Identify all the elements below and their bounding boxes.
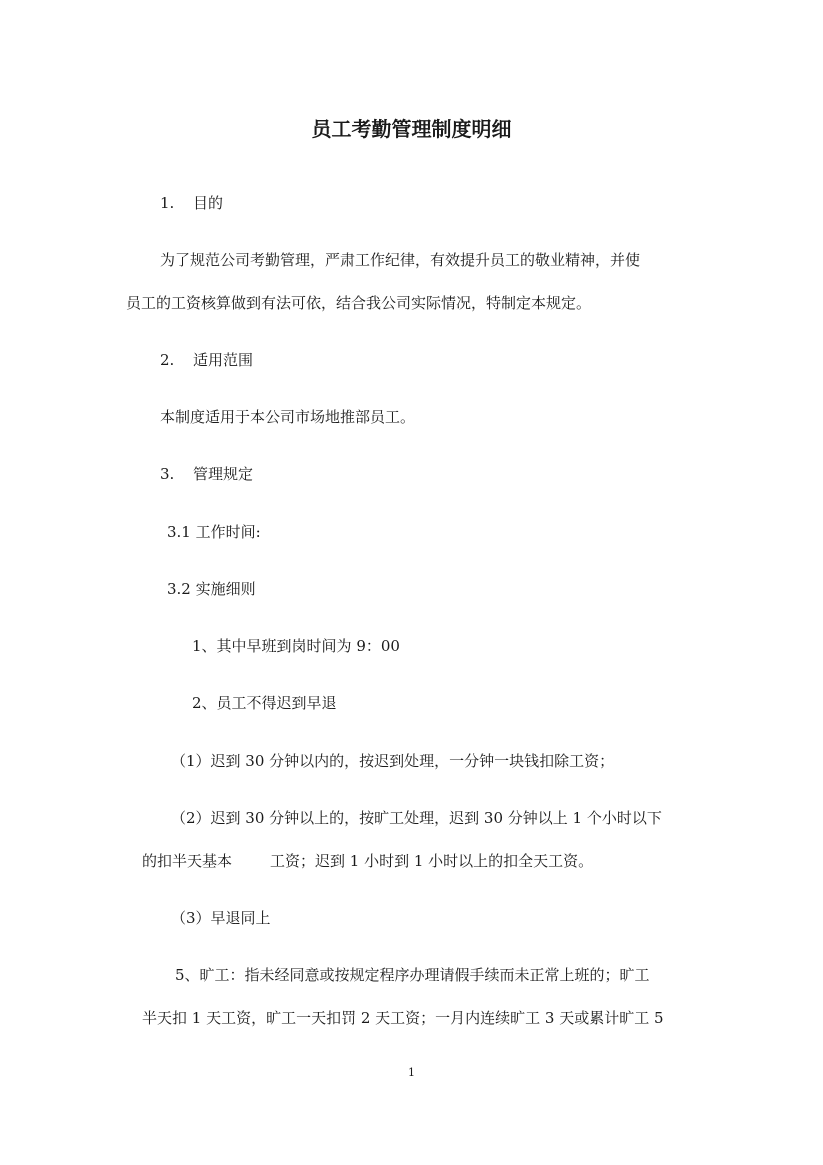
rule-no-late-early: 2、员工不得迟到早退 <box>192 694 337 712</box>
rule-absence-line-2: 半天扣 1 天工资，旷工一天扣罚 2 天工资；一月内连续旷工 3 天或累计旷工 5 <box>142 1009 664 1027</box>
rule-late-over-30-line-1: （2）迟到 30 分钟以上的，按旷工处理，迟到 30 分钟以上 1 个小时以下 <box>171 809 662 827</box>
purpose-paragraph-line-1: 为了规范公司考勤管理，严肃工作纪律，有效提升员工的敬业精神，并使 <box>160 251 641 269</box>
section-number: 3. <box>160 465 175 483</box>
document-title: 员工考勤管理制度明细 <box>311 117 512 141</box>
purpose-paragraph-line-2: 员工的工资核算做到有法可依，结合我公司实际情况，特制定本规定。 <box>126 294 592 312</box>
section-title: 适用范围 <box>193 351 254 369</box>
rule-early-leave: （3）早退同上 <box>171 909 271 927</box>
rule-late-over-30-line-2 <box>142 851 593 871</box>
section-heading-purpose <box>160 193 223 213</box>
subsection-work-hours: 3.1 工作时间: <box>167 523 261 541</box>
section-number: 1. <box>160 194 175 212</box>
text-segment: 工资；迟到 1 小时到 1 小时以上的扣全天工资。 <box>270 852 594 870</box>
scope-paragraph: 本制度适用于本公司市场地推部员工。 <box>160 408 416 426</box>
page-number: 1 <box>408 1066 415 1079</box>
section-title: 目的 <box>193 194 224 212</box>
rule-late-under-30: （1）迟到 30 分钟以内的，按迟到处理，一分钟一块钱扣除工资； <box>171 752 615 770</box>
section-heading-scope <box>160 350 253 370</box>
rule-shift-start: 1、其中早班到岗时间为 9：00 <box>192 637 400 655</box>
section-heading-rules <box>160 464 253 484</box>
text-segment: 的扣半天基本 <box>142 852 233 870</box>
section-title: 管理规定 <box>193 465 254 483</box>
rule-absence-line-1: 5、旷工：指未经同意或按规定程序办理请假手续而未正常上班的；旷工 <box>175 966 650 984</box>
subsection-implementation: 3.2 实施细则 <box>167 580 256 598</box>
section-number: 2. <box>160 351 175 369</box>
